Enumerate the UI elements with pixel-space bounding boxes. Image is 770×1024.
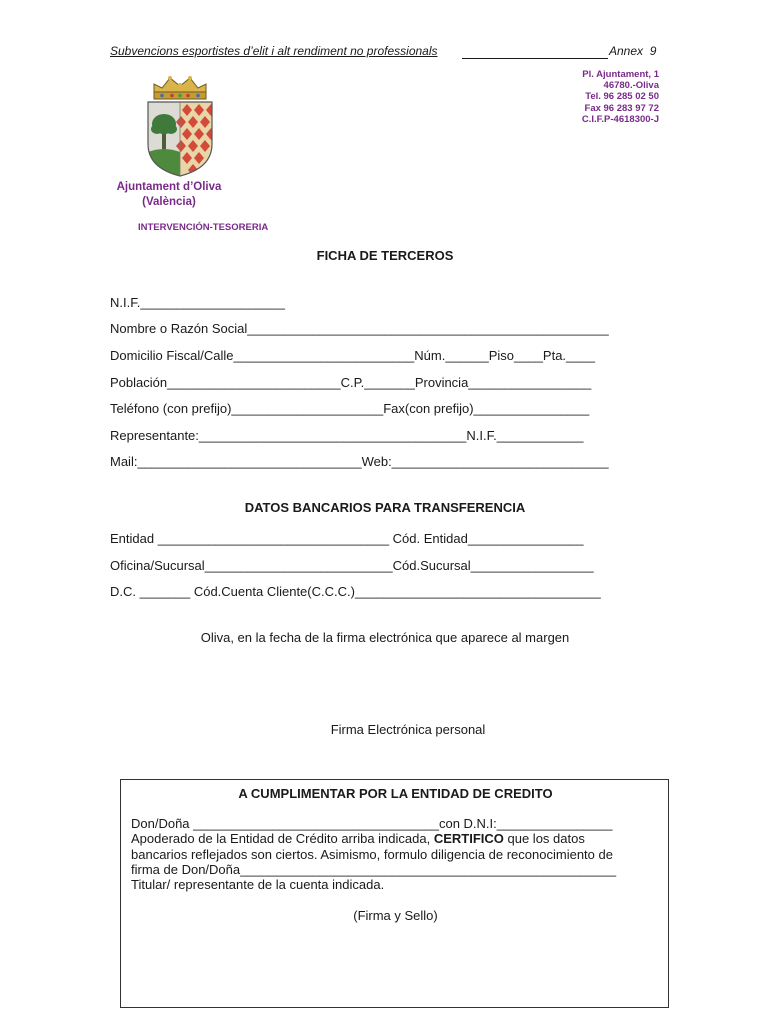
field-nif[interactable]: N.I.F.____________________ (110, 295, 285, 310)
signature-seal-label: (Firma y Sello) (353, 908, 438, 923)
coat-of-arms-logo (140, 72, 220, 178)
institution-region: (València) (142, 196, 196, 208)
certify-text-pre: Apoderado de la Entidad de Crédito arriba indicada, (131, 831, 434, 846)
address-cif: C.I.F.P-4618300-J (581, 113, 659, 125)
credit-entity-name-field[interactable]: Don/Doña __________________________________con D.N.I:________________ (131, 816, 613, 831)
field-company-name[interactable]: Nombre o Razón Social__________________________________________________ (110, 321, 609, 336)
place-date-text: Oliva, en la fecha de la firma electrónica que aparece al margen (200, 630, 570, 645)
annex-label: Annex 9 (609, 44, 657, 58)
institution-name: Ajuntament d’Oliva (116, 181, 222, 193)
institution-name-block (110, 180, 228, 210)
form-title: FICHA DE TERCEROS (316, 248, 454, 263)
credit-entity-box (120, 779, 669, 1008)
field-bank-account[interactable]: D.C. _______ Cód.Cuenta Cliente(C.C.C.)__________________________________ (110, 584, 601, 599)
signature-label: Firma Electrónica personal (330, 722, 486, 737)
address-street: Pl. Ajuntament, 1 (582, 69, 659, 80)
crown-icon (154, 76, 206, 99)
address-fax: Fax 96 283 97 72 (584, 102, 659, 114)
bank-section-title: DATOS BANCARIOS PARA TRANSFERENCIA (244, 500, 526, 515)
shield-icon (148, 102, 216, 178)
field-phone-fax[interactable]: Teléfono (con prefijo)_____________________Fax(con prefijo)________________ (110, 401, 590, 416)
credit-entity-holder-text: Titular/ representante de la cuenta indicada. (131, 877, 385, 892)
field-representative[interactable]: Representante:_____________________________________N.I.F.____________ (110, 428, 584, 443)
document-header-title: Subvencions esportistes d’elit i alt rendiment no professionals (110, 44, 438, 58)
certify-text-post: que los datos (503, 831, 585, 846)
credit-entity-certify-line (131, 831, 585, 846)
certify-keyword: CERTIFICO (433, 831, 504, 846)
field-bank-entity[interactable]: Entidad ________________________________ Cód. Entidad________________ (110, 531, 584, 546)
department-label: INTERVENCIÓN-TESORERIA (138, 222, 269, 233)
credit-entity-statement: bancarios reflejados son ciertos. Asimismo, formulo diligencia de reconocimiento de (131, 847, 613, 862)
address-block (582, 69, 659, 125)
field-town[interactable]: Población________________________C.P._______Provincia_________________ (110, 375, 592, 390)
address-phone: Tel. 96 285 02 50 (585, 91, 659, 103)
credit-entity-title: A CUMPLIMENTAR POR LA ENTIDAD DE CREDITO (238, 786, 553, 801)
address-postal: 46780.-Oliva (603, 80, 659, 92)
header-underline (462, 58, 608, 59)
field-fiscal-address[interactable]: Domicilio Fiscal/Calle_________________________Núm.______Piso____Pta.____ (110, 348, 595, 363)
field-mail-web[interactable]: Mail:_______________________________Web:______________________________ (110, 454, 609, 469)
field-bank-branch[interactable]: Oficina/Sucursal__________________________Cód.Sucursal_________________ (110, 558, 594, 573)
credit-entity-signer-field[interactable]: firma de Don/Doña____________________________________________________ (131, 862, 617, 877)
